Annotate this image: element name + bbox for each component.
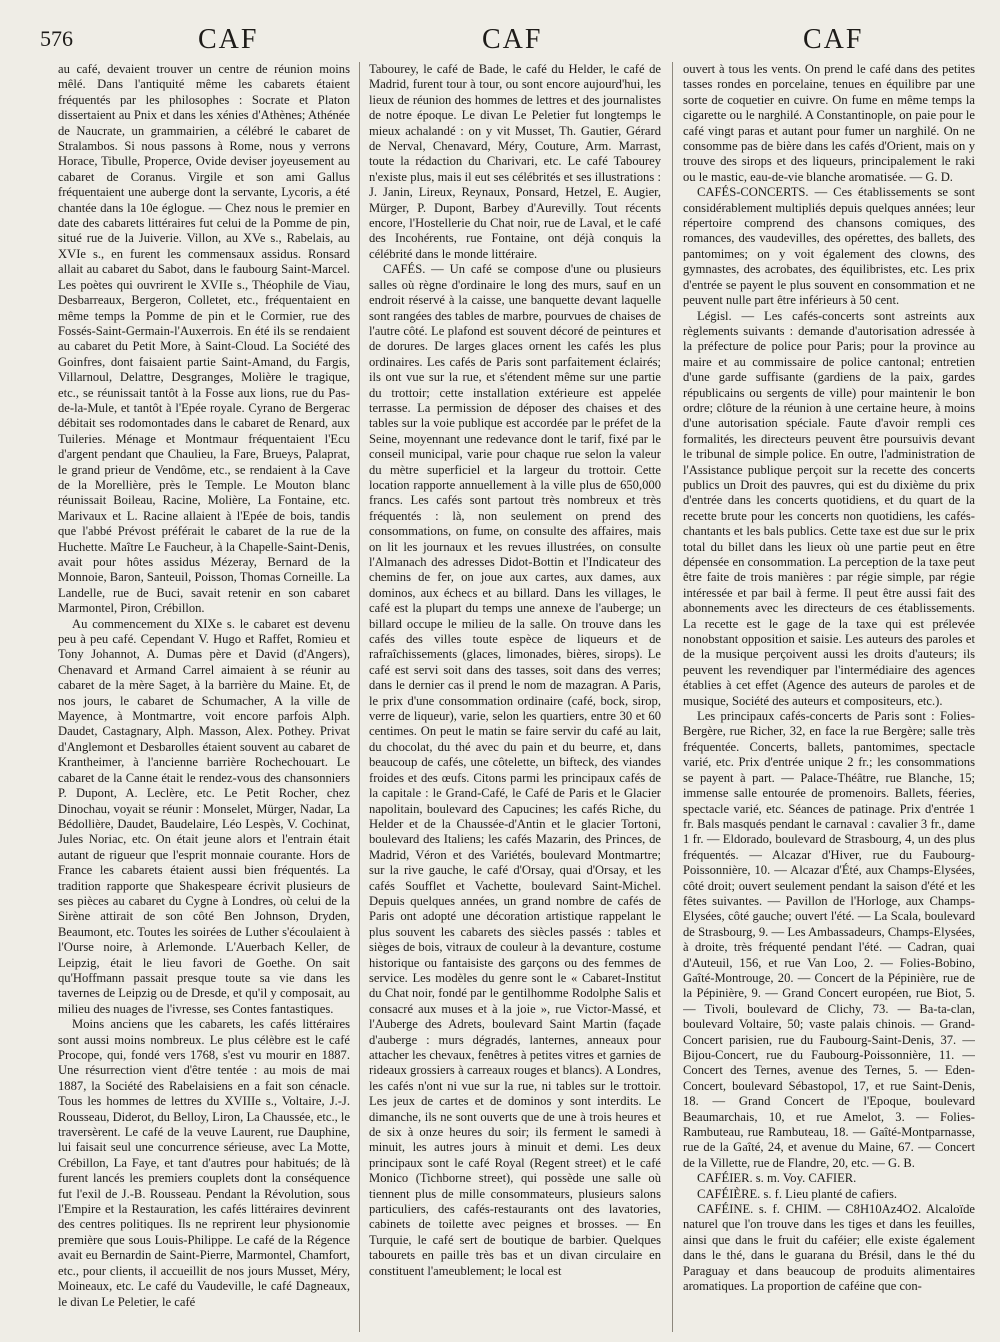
dictionary-entry: CAFÉINE. s. f. CHIM. — C8H10Az4O2. Alcaloïde naturel que l'on trouve dans les tiges et dans les feuilles, ainsi que dans le fruit du caféier; elle existe également dans le thé, dans le guarana du Brésil, dans le thé du Paraguay et dans beaucoup de produits alimentaires aromatiques. La proportion de caféine que con- [683,1202,975,1294]
paragraph: Législ. — Les cafés-concerts sont astreints aux règlements suivants : demande d'autorisation adressée à la préfecture de police pour Paris; pour la province au maire et au commissaire de police cantonal; entretien d'une garde suffisante (gardiens de la paix, gardes républicains ou sergents de ville) pour maintenir le bon ordre; clôture de la réunion à une certaine heure, à moins d'une autorisation spéciale. Faute d'avoir rempli ces formalités, les directeurs peuvent être poursuivis devant le tribunal de simple police. En outre, l'administration de l'Assistance publique perçoit sur la recette des concerts publics un Droit des pauvres, qui est du dixième du prix d'entrée dans les concerts quotidiens, et du quart de la recette brute pour les concerts non quotidiens, les cafés-chantants et les bals publics. Cette taxe est due sur le prix total du billet dans les lieux où une partie peut en être dépensée en consommation. La perception de la taxe peut être faite de trois manières : par régie simple, par régie intéressée et par bail à ferme. Il peut être aussi fait des abonnements avec les directeurs de ces établissements. La recette est le gage de la taxe qui est prélevée nonobstant opposition et saisie. Les auteurs des paroles et de la musique perçoivent aussi les droits d'auteurs; ils peuvent les revendiquer par l'intermédiaire des agences établies à cet effet (Agence des auteurs de paroles et de musique, Société des auteurs et compositeurs, etc.). [683,308,975,708]
paragraph: Tabourey, le café de Bade, le café du Helder, le café de Madrid, furent tour à tour, ou sont encore aujourd'hui, les lieux de réunion des hommes de lettres et des journalistes de notre époque. Le divan Le Peletier fut longtemps le mieux achalandé : on y vit Musset, Th. Gautier, Gérard de Nerval, Chenavard, Méry, Couture, Arm. Marrast, toute la rédaction du Charivari, etc. Le café Tabourey n'existe plus, mais il eut ses célébrités et ses illustrations : J. Janin, Lireux, Reynaux, Ponsard, Hetzel, E. Augier, Mürger, P. Dupont, Barbey d'Aurevilly. Tout récents encore, l'Hostellerie du Chat noir, rue de Laval, et le café des Incohérents, rue Fontaine, ont déjà conquis la célébrité dans le monde littéraire. [369,62,661,261]
page-header [0,20,1000,60]
column-right [683,62,975,1332]
column-middle [369,62,661,1332]
paragraph: au café, devaient trouver un centre de réunion moins mêlé. Dans l'antiquité même les cabarets étaient fréquentés par les philosophes : Socrate et Platon dissertaient au Pnix et dans les xénies d'Athènes; Athénée de Naucrate, un grammairien, a célébré le cabaret de Stralambos. Si nous passons à Rome, nous y verrons Horace, Tibulle, Properce, Ovide deviser joyeusement au cabaret de Coranus. Virgile et son ami Gallus fréquentaient une auberge dont la servante, Lycoris, a été chantée dans la 10e églogue. — Chez nous le premier en date des cabarets littéraires fut celui de la Pomme de pin, situé rue de la Juiverie. Villon, au XVe s., Rabelais, au XVIe s., en furent les commensaux assidus. Ronsard allait au cabaret du Sabot, dans le faubourg Saint-Marcel. Les poètes qui ouvrirent le XVIIe s., Théophile de Viau, Desbarreaux, Bergeron, Colletet, etc., fréquentaient en même temps la Pomme de pin et le Cormier, rue des Fossés-Saint-Germain-l'Auxerrois. En été ils se rendaient au cabaret du Petit More, à Saint-Cloud. La Société des Goinfres, dont faisaient partie Saint-Amand, du Fargis, Villarnoul, Delattre, Desgranges, Molière le tragique, etc., se réunissait tantôt à la Fosse aux lions, rue du Pas-de-la-Mule, et tantôt à l'Epée royale. Cyrano de Bergerac débitait ses rodomontades dans le cabaret de Renard, aux Tuileries. Ménage et Montmaur fréquentaient l'Ecu d'argent pendant que Chaulieu, la Fare, Brueys, Palaprat, le grand prieur de Vendôme, etc., se rendaient à la Cave de la Morellière, près le Temple. Le Mouton blanc réunissait Boileau, Racine, Molière, La Fontaine, etc. Marivaux et L. Racine allaient à l'Epée de bois, tandis que l'abbé Prévost préférait le cabaret de la rue de la Huchette. Maître Le Faucheur, à la Chapelle-Saint-Denis, avait pour hôtes assidus Mézeray, Bernard de la Monnoie, Baron, Santeuil, Poisson, Thomas Corneille. La Landelle, rue de Buci, savait retenir en son cabaret Marmontel, Piron, Crébillon. [58,62,350,616]
paragraph: ouvert à tous les vents. On prend le café dans des petites tasses rondes en porcelaine, tenues en équilibre par une sorte de coquetier en cuivre. On fume en même temps la cigarette ou le narghilé. A Constantinople, on paie pour le café vingt paras et autant pour fumer un narghilé. On ne consomme pas de bière dans les cafés d'Orient, mais on y trouve des sirops et des liqueurs, principalement le raki ou le mastic, eau-de-vie blanche aromatisée. — G. D. [683,62,975,184]
paragraph: Moins anciens que les cabarets, les cafés littéraires sont aussi moins nombreux. Le plus célèbre est le café Procope, qui, fondé vers 1768, s'est vu mourir en 1887. Une résurrection vient d'être tentée : au mois de mai 1887, la Société des Rabelaisiens en a fait son cénacle. Tous les hommes de lettres du XVIIIe s., Voltaire, J.-J. Rousseau, Diderot, du Belloy, Liron, La Chaussée, etc., le traversèrent. Le café de la veuve Laurent, rue Dauphine, lui faisait seul une concurrence sérieuse, avec La Motte, Crébillon, La Faye, et tant d'autres pour habitués; de là furent lancés les premiers couplets dont la conséquence fut l'exil de J.-B. Rousseau. Pendant la Révolution, sous l'Empire et la Restauration, les cafés littéraires devinrent des centres politiques. Ils ne reprirent leur physionomie première que sous Louis-Philippe. Le café de la Régence avait eu Bernardin de Saint-Pierre, Marmontel, Chamfort, etc., pour clients, il accueillit de nos jours Musset, Méry, Moineaux, etc. Le café du Vaudeville, le café Dagneaux, le divan Le Peletier, le café [58,1017,350,1309]
dictionary-entry: CAFÉIER. s. m. Voy. CAFIER. [697,1171,857,1186]
paragraph: Au commencement du XIXe s. le cabaret est devenu peu à peu café. Cependant V. Hugo et Raffet, Romieu et Tony Johannot, A. Dumas père et David (d'Angers), Chenavard et Armand Carrel aimaient à se réunir au cabaret de la mère Saget, à la barrière du Maine. Et, de nos jours, le cabaret de Schumacher, A la ville de Mayence, à Montmartre, voit encore parfois Alph. Daudet, Castagnary, Alph. Masson, Alex. Pothey. Privat d'Anglemont et Desbarolles étaient souvent au cabaret de Krantheimer, à l'ancienne barrière Rochechouart. Le cabaret de la Canne était le rendez-vous des chansonniers P. Dupont, A. Leclère, etc. Le Petit Rocher, chez Dinochau, voyait se réunir : Monselet, Mürger, Nadar, La Bédollière, Daudet, Baudelaire, Léo Lespès, V. Cochinat, Jules Noriac, etc. On était jeune alors et l'entrain était autant de rigueur que l'esprit monnaie courante. Hors de France les cabarets étaient aussi bien fréquentés. La tradition rapporte que Shakespeare écrivit plusieurs de ses pièces au cabaret du Cygne à Londres, où celui de la Sirène attirait de son côté Ben Johnson, Dryden, Beaumont, etc. Toutes les soirées de Luther s'écoulaient à l'Ourse noire, à Arlemonde. L'Auerbach Keller, de Leipzig, était le lieu favori de Goethe. On sait qu'Hoffmann passait presque toute sa vie dans les tavernes de Leipzig ou de Dresde, et qu'il y composait, au milieu des nuages de l'ivresse, ses Contes fantastiques. [58,616,350,1016]
paragraph: CAFÉS. — Un café se compose d'une ou plusieurs salles où règne d'ordinaire le long des murs, sauf en un endroit réservé à la caisse, une banquette devant laquelle sont rangées des tables de marbre, pourvues de chaises de l'autre côté. Le plafond est souvent décoré de peintures et de dorures. De larges glaces ornent les cafés les plus ordinaires. Les cafés de Paris sont parfaitement éclairés; ils ont vue sur la rue, et s'étendent même sur une partie du trottoir; cette installation extérieure est appelée terrasse. La permission de déposer des chaises et des tables sur la voie publique est accordée par le préfet de la Seine, moyennant une redevance dont le tarif, fixé par le conseil municipal, varie pour chaque rue selon la valeur du mètre superficiel et la largeur du trottoir. Cette location rapporte annuellement à la ville plus de 650,000 francs. Les cafés sont partout très nombreux et très fréquentés : là, non seulement on prend des consommations, on fume, on consulte des affaires, mais on lit les journaux et les revues illustrées, on consulte l'Almanach des adresses Didot-Bottin et l'Indicateur des chemins de fer, on joue aux cartes, aux dames, aux dominos, aux échecs et au billard. Dans les villages, le café est la plupart du temps une annexe de l'auberge; un billard occupe le milieu de la salle. On trouve dans les cafés des villes toute espèce de liqueurs et de rafraîchissements (glaces, limonades, bières, sirops). Le café est servi soit dans des tasses, soit dans des verres; dans le dernier cas il prend le nom de mazagran. A Paris, le prix d'une consommation ordinaire (café, bock, sirop, verre de liqueur), varie, selon les quartiers, entre 30 et 60 centimes. On peut le matin se faire servir du café au lait, du chocolat, du thé avec du pain et du beurre, et, dans beaucoup de cafés, une côtelette, un bifteck, des viandes froides et des œufs. Citons parmi les principaux cafés de la capitale : le Grand-Café, le Café de Paris et le Glacier napolitain, boulevard des Capucines; les cafés Riche, du Helder et de la Chaussée-d'Antin et le glacier Tortoni, boulevard des Italiens; les cafés Mazarin, des Princes, de Madrid, Véron et des Variétés, boulevard Montmartre; sur la rive gauche, le café d'Orsay, quai d'Orsay, et les cafés Soufflet et Vachette, boulevard Saint-Michel. Depuis quelques années, un grand nombre de cafés de Paris ont adopté une décoration artistique rappelant le plus souvent les cabarets des siècles passés : tables et sièges de bois, vitraux de couleur à la devanture, costume historique ou fantaisiste des garçons ou des femmes de service. Les modèles du genre sont le « Cabaret-Institut du Chat noir, fondé par le gentilhomme Rodolphe Salis et consacré aux muses et à la joie », rue Victor-Massé, et l'Auberge des Adrets, boulevard Saint Martin (façade d'auberge : murs dégradés, lanternes, anneaux pour attacher les chevaux, fenêtres à petites vitres et garnies de rideaux grossiers à carreaux rouges et blancs). A Londres, les cafés n'ont ni vue sur la rue, ni tables sur le trottoir. Les jeux de cartes et de dominos y sont interdits. Le dimanche, ils ne sont ouverts que de une à trois heures et de six à onze heures du soir; ils ferment le samedi à minuit, les autres jours à minuit et demi. Les deux principaux sont le café Royal (Regent street) et le café Monico (Tichborne street), qui possède une salle où tiennent plus de mille consommateurs, plusieurs salons particuliers, des cafés-restaurants ont des lavatories, cabinets de toilette avec peignes et brosses. — En Turquie, le café sert de boutique de barbier. Quelques tabourets en paille très bas et un divan circulaire en constituent l'ameublement; le local est [369,262,661,1278]
column-divider [359,62,360,1332]
paragraph: Les principaux cafés-concerts de Paris sont : Folies-Bergère, rue Richer, 32, en face la rue Bergère; salle très fréquentée. Concerts, ballets, pantomimes, spectacle varié, etc. Prix d'entrée unique 2 fr.; les consommations se payent à part. — Palace-Théâtre, rue Blanche, 15; immense salle entourée de promenoirs. Ballets, féeries, spectacle varié, etc. Séances de patinage. Prix d'entrée 1 fr. Bals masqués pendant le carnaval : cavalier 3 fr., dame 1 fr. — Eldorado, boulevard de Strasbourg, 4, un des plus fréquentés. — Alcazar d'Hiver, rue du Faubourg-Poissonnière, 10. — Alcazar d'Été, aux Champs-Elysées, côté droit; ouvert seulement pendant la saison d'été et les fêtes suivantes. — Pavillon de l'Horloge, aux Champs-Elysées, côté gauche; ouvert l'été. — La Scala, boulevard de Strasbourg, 9. — Les Ambassadeurs, Champs-Elysées, à droite, très fréquenté pendant l'été. — Cadran, quai d'Auteuil, 156, et rue Van Loo, 2. — Folies-Bobino, Gaîté-Montrouge, 20. — Concert de la Pépinière, rue de la Pépinière, 9. — Grand Concert européen, rue Biot, 5. — Tivoli, boulevard de Clichy, 73. — Ba-ta-clan, boulevard Voltaire, 50; vaste palais chinois. — Grand-Concert parisien, rue du Faubourg-Saint-Denis, 37. — Bijou-Concert, rue du Faubourg-Poissonnière, 11. — Concert des Ternes, avenue des Ternes, 5. — Eden-Concert, boulevard Sébastopol, 17, et rue Saint-Denis, 18. — Grand Concert de l'Epoque, boulevard Beaumarchais, 10, et rue Amelot, 3. — Folies-Rambuteau, rue Rambuteau, 18. — Gaîté-Montparnasse, rue de la Gaîté, 24, et avenue du Maine, 67. — Concert de la Villette, rue de Flandre, 20, etc. — G. B. [683,709,975,1170]
headword-center: CAF [482,24,543,55]
column-divider [672,62,673,1332]
paragraph: CAFÉS-CONCERTS. — Ces établissements se sont considérablement multipliés depuis quelques années; leur répertoire comprend des chansons comiques, des romances, des vaudevilles, des opérettes, des ballets, des pantomimes; on y voit également des clowns, des gymnastes, des acrobates, des équilibristes, etc. Les prix d'entrée se payent le plus souvent en consommation et ne peuvent nulle part être inférieurs à 50 cent. [683,185,975,308]
column-left [58,62,350,1332]
headword-left: CAF [198,24,259,55]
headword-right: CAF [803,24,864,55]
page-number: 576 [40,26,73,51]
dictionary-entry: CAFÉIÈRE. s. f. Lieu planté de cafiers. [697,1186,898,1201]
